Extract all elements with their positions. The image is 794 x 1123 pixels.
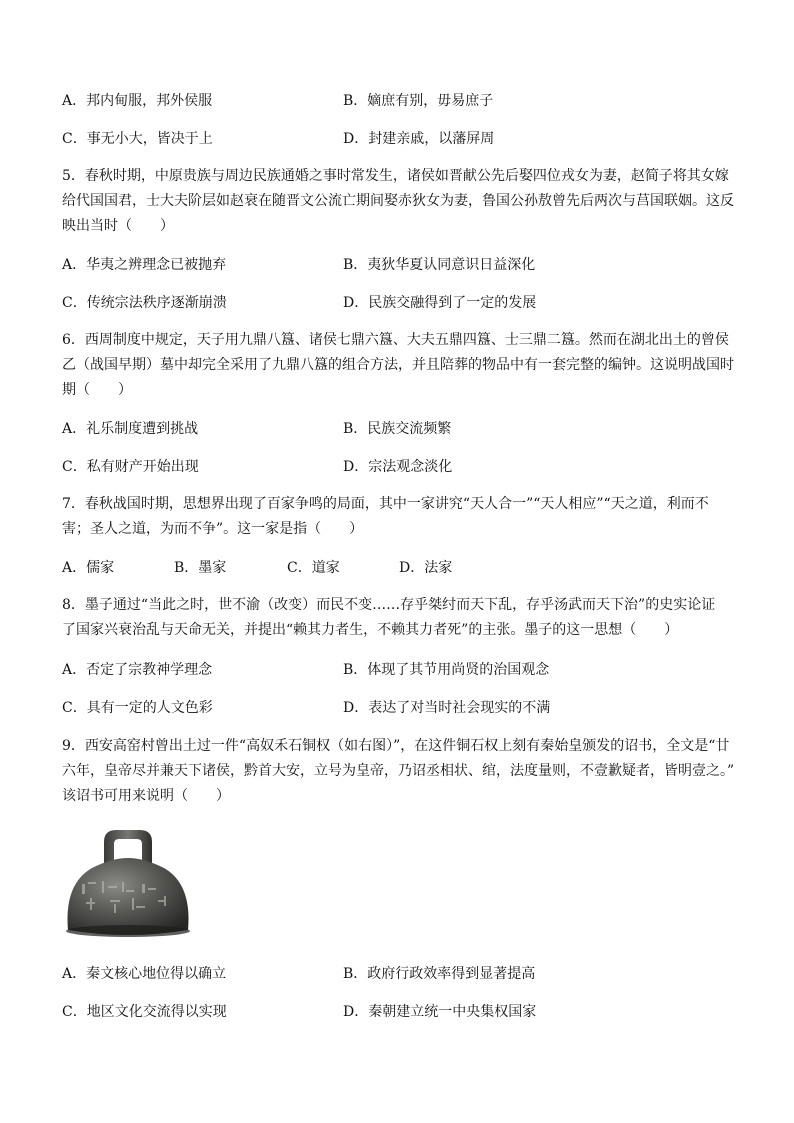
bronze-weight-drawing (62, 826, 194, 942)
q8-stem-line-1: 8．墨子通过“当此之时，世不渝（改变）而民不变……存乎桀纣而天下乱，存乎汤武而天下治”的史实论证 (62, 597, 716, 613)
q7-option-b: B．墨家 (174, 560, 227, 576)
q9-option-b: B．政府行政效率得到显著提高 (343, 966, 536, 982)
q9-option-c: C．地区文化交流得以实现 (62, 1004, 227, 1020)
q8-option-d: D．表达了对当时社会现实的不满 (343, 700, 551, 716)
q9-option-a: A．秦文核心地位得以确立 (62, 966, 227, 982)
q4-option-a: A．邦内甸服，邦外侯服 (62, 93, 213, 109)
q5-option-d: D．民族交融得到了一定的发展 (343, 295, 537, 311)
q4-option-d: D．封建亲戚，以藩屏周 (343, 131, 495, 147)
q6-option-c: C．私有财产开始出现 (62, 459, 199, 475)
q7-stem-line-1: 7．春秋战国时期，思想界出现了百家争鸣的局面，其中一家讲究“天人合一”“天人相应”“天之道，利而不 (62, 496, 709, 512)
q9-stem-line-1: 9．西安高窑村曾出土过一件“高奴禾石铜权（如右图）”，在这件铜石权上刻有秦始皇颁发的诏书，全文是“廿 (62, 738, 730, 754)
q5-stem-line-3: 映出当时（ ） (62, 218, 174, 234)
q5-option-b: B．夷狄华夏认同意识日益深化 (343, 257, 536, 273)
q8-stem-line-2: 了国家兴衰治乱与天命无关，并提出“赖其力者生，不赖其力者死”的主张。墨子的这一思想（ ） (62, 622, 679, 638)
q7-option-d: D．法家 (399, 560, 453, 576)
q7-option-a: A．儒家 (62, 560, 115, 576)
q5-option-a: A．华夷之辨理念已被抛弃 (62, 257, 227, 273)
q6-option-d: D．宗法观念淡化 (343, 459, 453, 475)
q4-option-b: B．嫡庶有别，毋易庶子 (343, 93, 494, 109)
q7-stem-line-2: 害；圣人之道，为而不争”。这一家是指（ ） (62, 521, 364, 537)
q8-option-b: B．体现了其节用尚贤的治国观念 (343, 662, 550, 678)
q6-stem-line-3: 期（ ） (62, 382, 132, 398)
q6-stem-line-1: 6．西周制度中规定，天子用九鼎八簋、诸侯七鼎六簋、大夫五鼎四簋、士三鼎二簋。然而在湖北出土的曾侯 (62, 332, 729, 348)
q9-option-d: D．秦朝建立统一中央集权国家 (343, 1004, 537, 1020)
q5-stem-line-2: 给代国国君，士大夫阶层如赵衰在随晋文公流亡期间娶赤狄女为妻，鲁国公孙敖曾先后两次与莒国联姻。这反 (62, 193, 734, 209)
q7-option-c: C．道家 (287, 560, 340, 576)
q8-option-a: A．否定了宗教神学理念 (62, 662, 213, 678)
q5-option-c: C．传统宗法秩序逐渐崩溃 (62, 295, 227, 311)
q6-option-b: B．民族交流频繁 (343, 421, 452, 437)
q6-option-a: A．礼乐制度遭到挑战 (62, 421, 199, 437)
q8-option-c: C．具有一定的人文色彩 (62, 700, 213, 716)
q5-stem-line-1: 5．春秋时期，中原贵族与周边民族通婚之事时常发生，诸侯如晋献公先后娶四位戎女为妻，赵简子将其女嫁 (62, 168, 729, 184)
q9-stem-line-2: 六年，皇帝尽并兼天下诸侯，黔首大安，立号为皇帝，乃诏丞相状、绾，法度量则，不壹歉疑者，皆明壹之。” (62, 763, 735, 779)
bronze-weight-image (62, 826, 194, 942)
q4-option-c: C．事无小大，皆决于上 (62, 131, 213, 147)
q6-stem-line-2: 乙（战国早期）墓中却完全采用了九鼎八簋的组合方法，并且陪葬的物品中有一套完整的编钟。这说明战国时 (62, 357, 734, 373)
q9-stem-line-3: 该诏书可用来说明（ ） (62, 788, 230, 804)
